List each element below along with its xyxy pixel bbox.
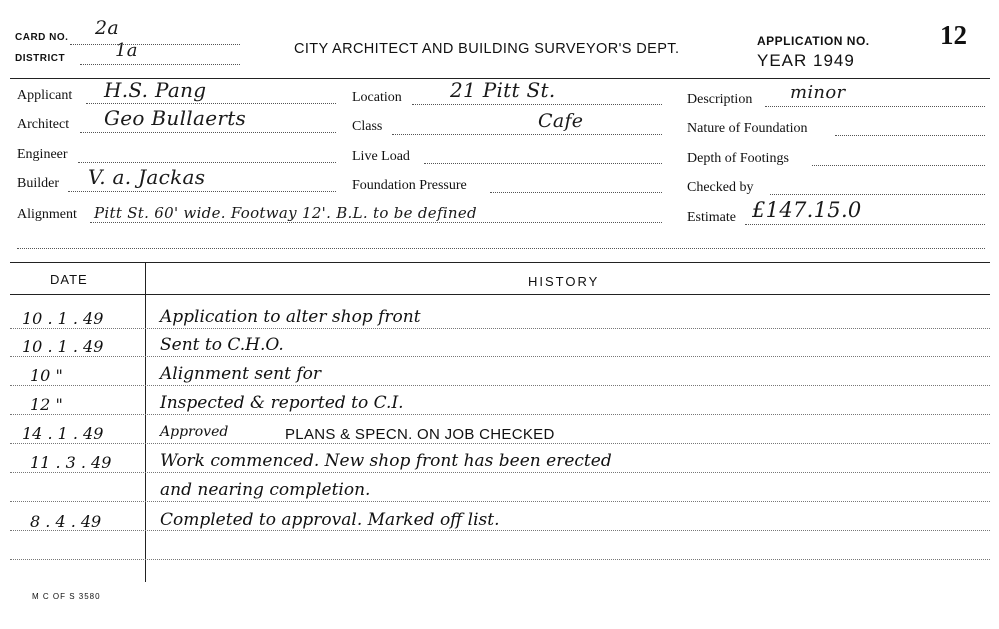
history-rule xyxy=(10,356,990,357)
alignment-line xyxy=(90,222,662,223)
live-load-line xyxy=(424,163,662,164)
live-load-label: Live Load xyxy=(352,149,410,164)
history-rule xyxy=(10,559,990,560)
estimate-line xyxy=(745,224,985,225)
location-label: Location xyxy=(352,90,402,105)
builder-label: Builder xyxy=(17,176,59,191)
history-rule xyxy=(10,472,990,473)
builder-value: V. a. Jackas xyxy=(88,165,206,189)
approval-stamp: PLANS & SPECN. ON JOB CHECKED xyxy=(285,426,555,443)
history-entry: Sent to C.H.O. xyxy=(160,335,284,355)
history-rule xyxy=(10,414,990,415)
history-entry: Approved xyxy=(160,424,229,440)
history-header: HISTORY xyxy=(528,274,600,289)
history-rule xyxy=(10,501,990,502)
estimate-value: £147.15.0 xyxy=(752,198,862,222)
history-entry: Inspected & reported to C.I. xyxy=(160,393,404,413)
history-entry: Work commenced. New shop front has been erected xyxy=(160,451,612,471)
applicant-label: Applicant xyxy=(17,88,73,103)
engineer-label: Engineer xyxy=(17,147,68,162)
history-date: 10 . 1 . 49 xyxy=(22,309,104,328)
description-label: Description xyxy=(687,92,753,107)
alignment-label: Alignment xyxy=(17,207,77,222)
history-date: 10 . 1 . 49 xyxy=(22,337,104,356)
date-column-divider xyxy=(145,262,146,582)
application-no-value: 12 xyxy=(940,20,967,50)
blank-field-line xyxy=(17,248,985,249)
history-rule xyxy=(10,385,990,386)
district-value: 1a xyxy=(115,40,138,61)
card-no-value: 2a xyxy=(95,17,120,39)
history-header-divider xyxy=(10,294,990,295)
history-entry: Completed to approval. Marked off list. xyxy=(160,510,500,530)
card-no-line xyxy=(70,44,240,45)
nature-line xyxy=(835,135,985,136)
applicant-line xyxy=(86,103,336,104)
history-entry: Application to alter shop front xyxy=(160,307,421,327)
department-title: CITY ARCHITECT AND BUILDING SURVEYOR'S DEPT. xyxy=(294,41,680,57)
architect-label: Architect xyxy=(17,117,70,132)
class-label: Class xyxy=(352,119,383,134)
history-top-divider xyxy=(10,262,990,263)
architect-line xyxy=(80,132,336,133)
location-value: 21 Pitt St. xyxy=(450,78,556,102)
history-rule xyxy=(10,443,990,444)
checked-by-line xyxy=(770,194,985,195)
class-line xyxy=(392,134,662,135)
estimate-label: Estimate xyxy=(687,210,736,225)
location-line xyxy=(412,104,662,105)
foundation-pressure-label: Foundation Pressure xyxy=(352,178,467,193)
engineer-line xyxy=(78,162,336,163)
class-value: Cafe xyxy=(538,110,584,132)
applicant-value: H.S. Pang xyxy=(104,78,207,102)
architect-value: Geo Bullaerts xyxy=(104,106,247,130)
history-date: 12 " xyxy=(30,395,63,414)
foundation-pressure-line xyxy=(490,192,662,193)
district-line xyxy=(80,64,240,65)
alignment-value: Pitt St. 60' wide. Footway 12'. B.L. to be defined xyxy=(94,204,477,222)
history-rule xyxy=(10,530,990,531)
history-entry: and nearing completion. xyxy=(160,480,371,500)
history-rule xyxy=(10,328,990,329)
card-no-label: CARD NO. xyxy=(15,32,69,43)
form-code: M C OF S 3580 xyxy=(32,592,101,601)
depth-label: Depth of Footings xyxy=(687,151,789,166)
history-date: 8 . 4 . 49 xyxy=(30,512,102,531)
history-date: 11 . 3 . 49 xyxy=(30,453,112,472)
date-header: DATE xyxy=(50,272,88,287)
checked-by-label: Checked by xyxy=(687,180,754,195)
application-no-label: APPLICATION NO. xyxy=(757,34,870,48)
district-label: DISTRICT xyxy=(15,53,66,64)
year: YEAR 1949 xyxy=(757,51,855,70)
nature-label: Nature of Foundation xyxy=(687,121,808,136)
history-date: 10 " xyxy=(30,366,63,385)
builder-line xyxy=(68,191,336,192)
history-entry: Alignment sent for xyxy=(160,364,321,384)
history-date: 14 . 1 . 49 xyxy=(22,424,104,443)
description-line xyxy=(765,106,985,107)
depth-line xyxy=(812,165,985,166)
description-value: minor xyxy=(790,82,846,103)
